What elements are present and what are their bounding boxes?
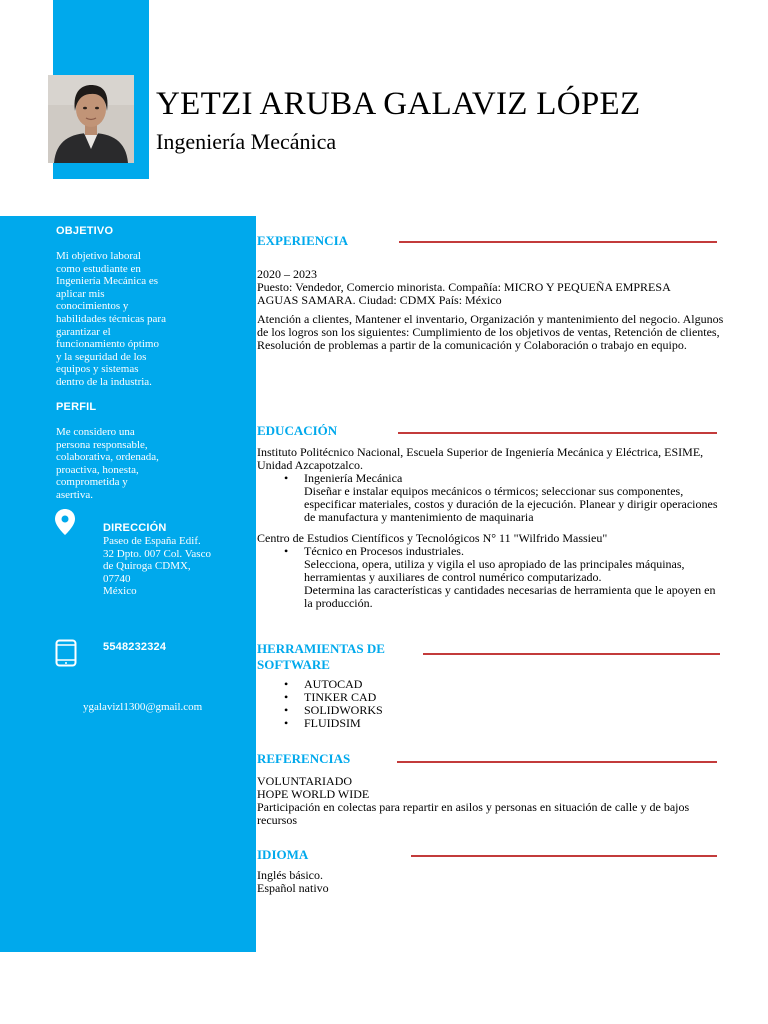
experiencia-line1: Puesto: Vendedor, Comercio minorista. Compañía: MICRO Y PEQUEÑA EMPRESA (257, 280, 671, 294)
direccion-heading: DIRECCIÓN (103, 522, 167, 534)
idioma-line1: Inglés básico. (257, 868, 323, 882)
list-item: • SOLIDWORKS (257, 704, 727, 717)
profile-photo (48, 75, 134, 163)
perfil-heading: PERFIL (56, 401, 97, 413)
educacion-item2-desc1: Selecciona, opera, utiliza y vigila el uso apropiado de las principales máquinas, herramientas y auxiliares de control numérico computarizado. (304, 557, 685, 584)
idioma-entry (257, 869, 727, 895)
idioma-line2: Español nativo (257, 881, 329, 895)
idioma-divider (411, 855, 717, 857)
location-pin-icon (54, 508, 76, 541)
educacion-item2-desc2: Determina las características y cantidades necesarias de herramienta que le apoyen en la producción. (304, 583, 716, 610)
referencias-line2: HOPE WORLD WIDE (257, 787, 370, 801)
referencias-entry (257, 775, 727, 827)
experiencia-line2: AGUAS SAMARA. Ciudad: CDMX País: México (257, 293, 502, 307)
herramientas-heading-line2: SOFTWARE (257, 657, 330, 672)
candidate-title: Ingeniería Mecánica (156, 129, 337, 154)
experiencia-heading: EXPERIENCIA (257, 233, 349, 248)
list-item: • TINKER CAD (257, 691, 727, 704)
list-item: • FLUIDSIM (257, 717, 727, 730)
educacion-item2-title: Técnico en Procesos industriales. (304, 544, 464, 558)
educacion-divider (398, 432, 717, 434)
educacion-school2: Centro de Estudios Científicos y Tecnológicos N° 11 "Wilfrido Massieu" (257, 531, 608, 545)
educacion-heading: EDUCACIÓN (257, 423, 338, 438)
educacion-item1-title: Ingeniería Mecánica (304, 471, 403, 485)
herramientas-divider (423, 653, 720, 655)
educacion-school1: Instituto Politécnico Nacional, Escuela Superior de Ingeniería Mecánica y Eléctrica, ESIME, Unidad Azcapotzalco. (257, 445, 704, 472)
objetivo-text: Mi objetivo laboral como estudiante en Ingeniería Mecánica es aplicar mis conocimientos y habilidades técnicas para garantizar el funcionamiento óptimo y la seguridad de los equipos y sistemas dentro de la industria. (56, 250, 166, 388)
email-address[interactable]: ygalavizl1300@gmail.com (83, 701, 203, 713)
list-item (257, 472, 727, 524)
herramientas-entry (257, 678, 727, 730)
experiencia-divider (399, 241, 717, 243)
profile-photo-image (48, 75, 134, 163)
educacion-list1 (257, 472, 727, 524)
perfil-text: Me considero una persona responsable, colaborativa, ordenada, proactiva, honesta, comprometida y asertiva. (56, 426, 159, 501)
referencias-heading: REFERENCIAS (257, 751, 351, 766)
idioma-heading: IDIOMA (257, 847, 309, 862)
list-item: • AUTOCAD (257, 678, 727, 691)
educacion-entry (257, 446, 727, 610)
herramientas-heading (257, 641, 385, 673)
sidebar (0, 216, 256, 952)
herramientas-list (257, 678, 727, 730)
herramientas-heading-line1: HERRAMIENTAS DE (257, 641, 385, 656)
educacion-list2 (257, 545, 727, 610)
experiencia-period: 2020 – 2023 (257, 267, 317, 281)
referencias-line3: Participación en colectas para repartir en asilos y personas en situación de calle y de bajos recursos (257, 800, 690, 827)
referencias-divider (397, 761, 717, 763)
direccion-text: Paseo de España Edif. 32 Dpto. 007 Col. Vasco de Quiroga CDMX, 07740 México (103, 535, 211, 598)
experiencia-entry (257, 268, 727, 352)
list-item (257, 545, 727, 610)
phone-number: 5548232324 (103, 641, 167, 653)
candidate-name: YETZI ARUBA GALAVIZ LÓPEZ (156, 86, 641, 122)
educacion-item1-desc: Diseñar e instalar equipos mecánicos o térmicos; seleccionar sus componentes, especificar materiales, costos y duración de la ejecución. Planear y dirigir operaciones de manufactura y mantenimiento de maquinaria (304, 484, 718, 524)
objetivo-heading: OBJETIVO (56, 225, 114, 237)
referencias-line1: VOLUNTARIADO (257, 774, 353, 788)
phone-icon (55, 639, 77, 672)
experiencia-description: Atención a clientes, Mantener el inventario, Organización y mantenimiento del negocio. Algunos de los logros son los siguientes: Cumplimiento de los objetivos de ventas, Retención de clientes, Resolución de problemas a partir de la comunicación y Colaboración o trabajo en equipo. (257, 312, 724, 352)
